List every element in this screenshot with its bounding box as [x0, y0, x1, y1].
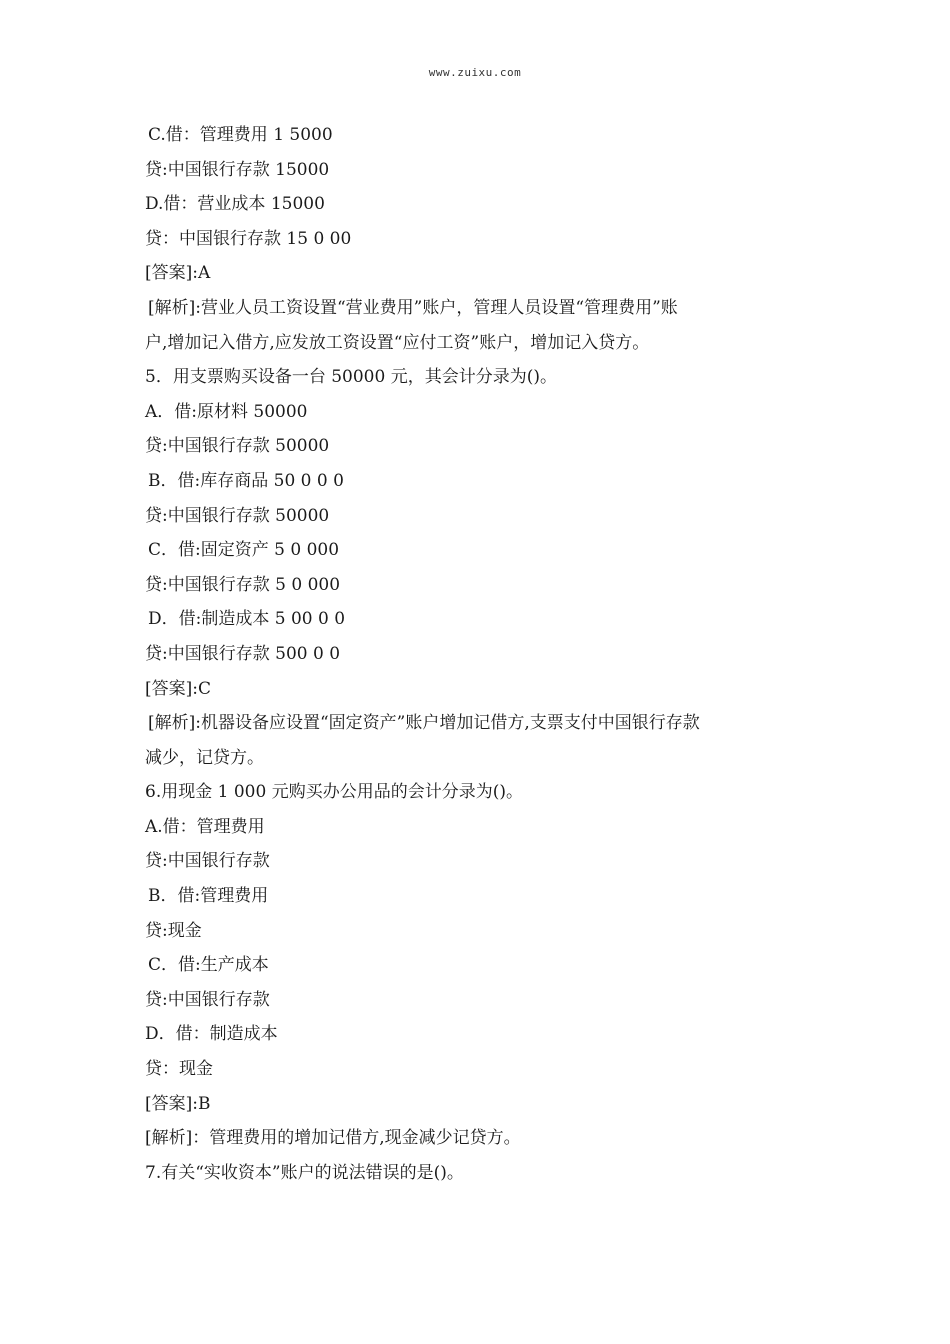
option-line: 贷:现金 — [145, 920, 202, 941]
option-line: 贷:中国银行存款 50000 — [145, 505, 330, 526]
explanation-line: [解析]:机器设备应设置“固定资产”账户增加记借方,支票支付中国银行存款 — [148, 713, 700, 734]
option-line: 贷:中国银行存款 — [145, 851, 270, 872]
option-line: D.借：营业成本 15000 — [145, 194, 325, 215]
question-line: 5．用支票购买设备一台 50000 元，其会计分录为()。 — [145, 367, 557, 388]
option-line: 贷:中国银行存款 50000 — [145, 436, 330, 457]
explanation-line: 户,增加记入借方,应发放工资设置“应付工资”账户，增加记入贷方。 — [145, 332, 650, 353]
explanation-line: [解析]:营业人员工资设置“营业费用”账户，管理人员设置“管理费用”账 — [148, 297, 678, 318]
option-line: C．借:固定资产 5 0 000 — [148, 540, 340, 561]
option-line: 贷:中国银行存款 500 0 0 — [145, 643, 341, 664]
option-line: 贷：现金 — [145, 1059, 213, 1080]
option-line: 贷:中国银行存款 — [145, 989, 270, 1010]
question-line: 7.有关“实收资本”账户的说法错误的是()。 — [145, 1162, 464, 1183]
option-line: A.借：管理费用 — [145, 816, 265, 837]
option-line: D．借:制造成本 5 00 0 0 — [148, 609, 346, 630]
answer-line: [答案]:A — [145, 263, 211, 284]
answer-line: [答案]:C — [145, 678, 211, 699]
option-line: C.借：管理费用 1 5000 — [148, 125, 333, 145]
option-line: B．借:管理费用 — [148, 886, 269, 907]
option-line: A．借:原材料 50000 — [145, 401, 308, 422]
option-line: 贷:中国银行存款 5 0 000 — [145, 574, 341, 595]
answer-line: [答案]:B — [145, 1093, 211, 1114]
option-line: 贷：中国银行存款 15 0 00 — [145, 228, 352, 249]
question-line: 6.用现金 1 000 元购买办公用品的会计分录为()。 — [145, 782, 523, 803]
option-line: D．借：制造成本 — [145, 1024, 278, 1045]
page-header-url: www.zuixu.com — [428, 66, 522, 79]
option-line: C．借:生产成本 — [148, 955, 269, 976]
document-body — [145, 118, 815, 1190]
explanation-line: [解析]：管理费用的增加记借方,现金减少记贷方。 — [145, 1128, 521, 1149]
explanation-line: 减少，记贷方。 — [145, 747, 264, 768]
option-line: B．借:库存商品 50 0 0 0 — [148, 470, 344, 491]
option-line: 贷:中国银行存款 15000 — [145, 159, 330, 180]
